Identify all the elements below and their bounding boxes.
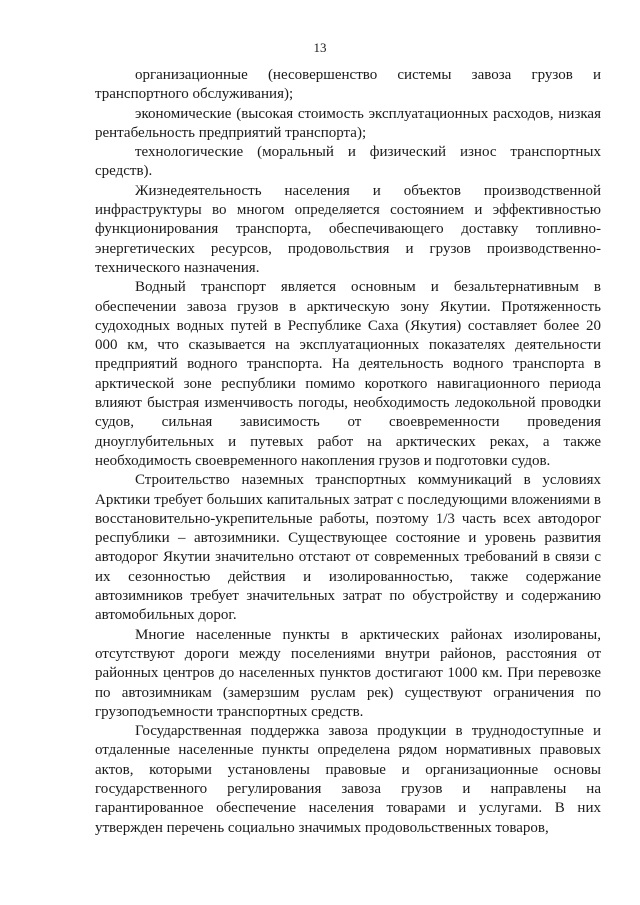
paragraph-state-support: Государственная поддержка завоза продукции в труднодоступные и отдаленные населенные пункты определена рядом нормативных правовых актов, которыми установлены правовые и организационные основы государственного регулирования завоза грузов и направлены на гарантированное обеспечение населения товарами и услугами. В них утвержден перечень социально значимых продовольственных товаров, <box>95 723 601 836</box>
paragraph-ground-transport: Строительство наземных транспортных коммуникаций в условиях Арктики требует больших капитальных затрат с последующими вложениями в восстановительно-укрепительные работы, поэтому 1/3 часть всех автодорог республики – автозимники. Существующее состояние и уровень развития автодорог Якутии значительно отстают от современных требований в связи с их сезонностью действия и изолированностью, также содержание автозимников требует значительных затрат по обустройству и содержанию автомобильных дорог. <box>95 472 601 624</box>
paragraph-water-transport: Водный транспорт является основным и безальтернативным в обеспечении завоза грузов в арктическую зону Якутии. Протяженность судоходных водных путей в Республике Саха (Якутия) составляет более 20 000 км, что сказывается на эксплуатационных показателях деятельности предприятий водного транспорта. На деятельность водного транспорта в арктической зоне республики помимо короткого навигационного периода влияют быстрая изменчивость погоды, необходимость ледокольной проводки судов, сильная зависимость от своевременности проведения дноуглубительных и путевых работ на арктических реках, а также необходимость своевременного накопления грузов и подготовки судов. <box>95 279 601 469</box>
paragraph-organizational: организационные (несовершенство системы завоза грузов и транспортного обслуживания); <box>95 67 601 103</box>
body-text <box>95 66 601 838</box>
paragraph-isolated-settlements: Многие населенные пункты в арктических районах изолированы, отсутствуют дороги между поселениями внутри районов, расстояния от районных центров до населенных пунктов достигают 1000 км. При перевозке по автозимникам (замерзшим руслам рек) существуют ограничения по грузоподъемности транспортных средств. <box>95 626 601 720</box>
paragraph-livelihood: Жизнедеятельность населения и объектов производственной инфраструктуры во многом определяется состоянием и эффективностью функционирования транспорта, обеспечивающего доставку топливно-энергетических ресурсов, продовольствия и грузов производственно-технического назначения. <box>95 182 601 276</box>
page-number: 13 <box>313 40 327 55</box>
paragraph-technological: технологические (моральный и физический износ транспортных средств). <box>95 144 601 180</box>
paragraph-economic: экономические (высокая стоимость эксплуатационных расходов, низкая рентабельность предприятий транспорта); <box>95 105 601 141</box>
